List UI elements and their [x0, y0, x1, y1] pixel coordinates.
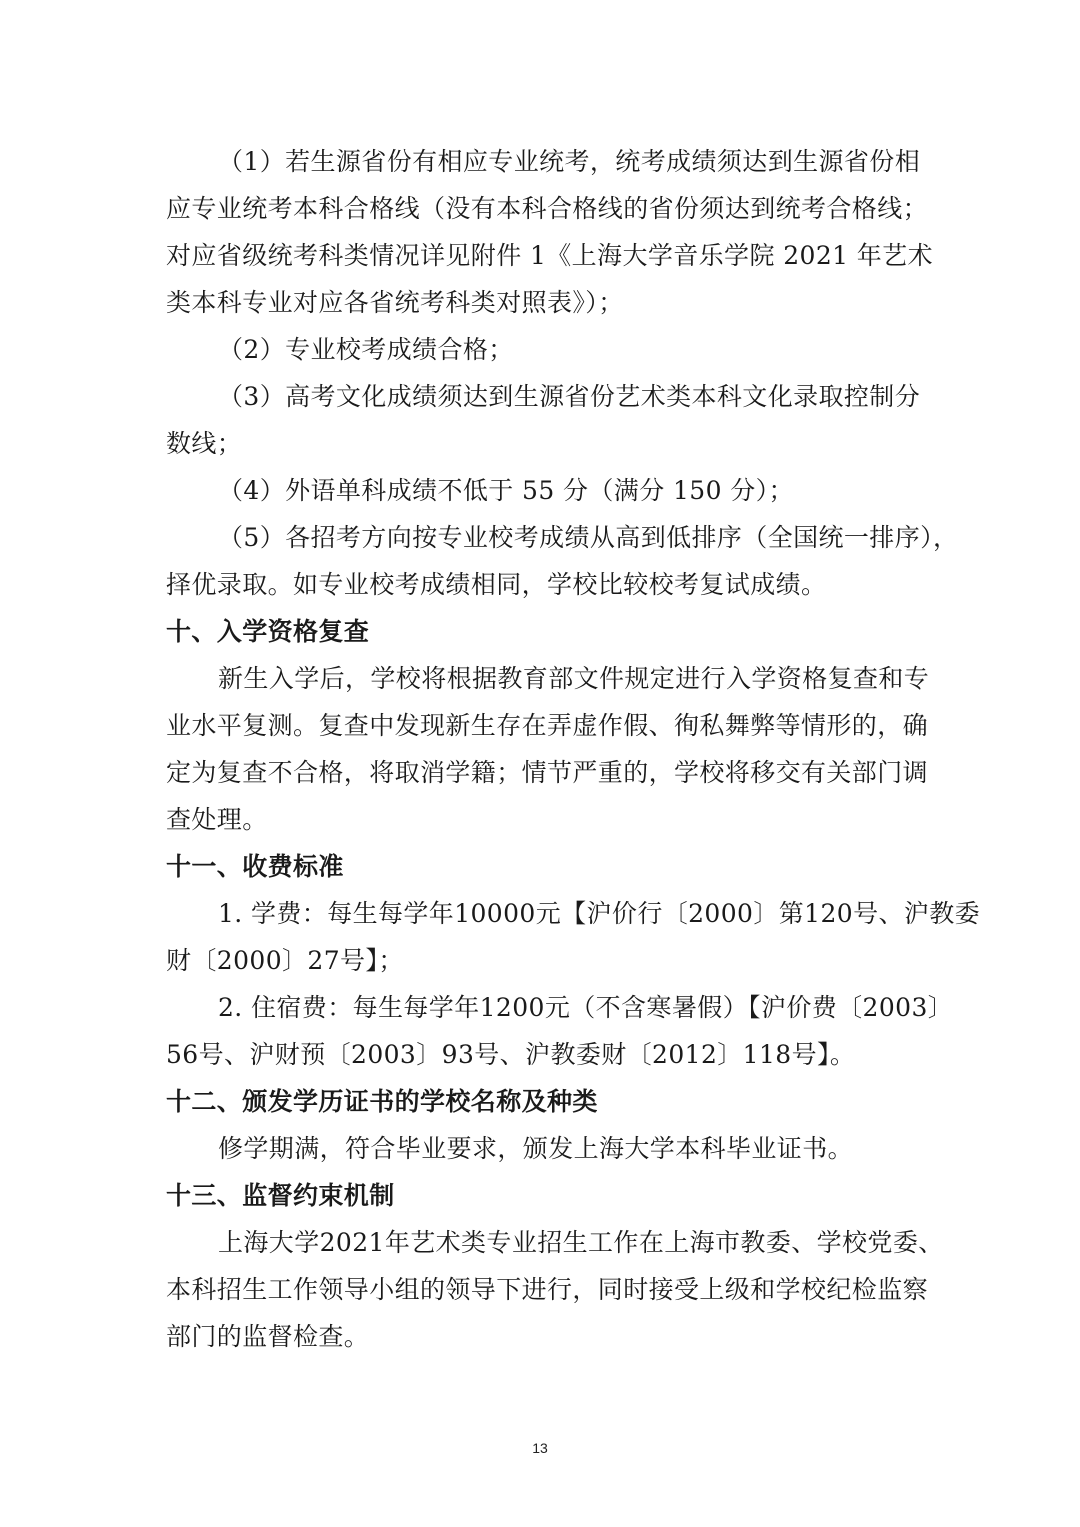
- text-line: （3）高考文化成绩须达到生源省份艺术类本科文化录取控制分: [218, 382, 921, 411]
- text-line: 修学期满，符合毕业要求，颁发上海大学本科毕业证书。: [218, 1134, 854, 1163]
- text-line: （1）若生源省份有相应专业统考，统考成绩须达到生源省份相: [218, 147, 921, 176]
- text-line: 本科招生工作领导小组的领导下进行，同时接受上级和学校纪检监察: [166, 1275, 929, 1304]
- text-line: 56号、沪财预〔2003〕93号、沪教委财〔2012〕118号】。: [166, 1040, 856, 1069]
- text-line: 部门的监督检查。: [166, 1322, 370, 1351]
- section-heading: 十二、颁发学历证书的学校名称及种类: [166, 1087, 598, 1116]
- text-line: （4）外语单科成绩不低于 55 分（满分 150 分）；: [218, 476, 794, 505]
- page-number: 13: [532, 1440, 548, 1456]
- section-heading: 十、入学资格复查: [166, 617, 370, 646]
- section-heading: 十三、监督约束机制: [166, 1181, 395, 1210]
- text-line: 对应省级统考科类情况详见附件 1《上海大学音乐学院 2021 年艺术: [166, 241, 933, 270]
- text-line: 类本科专业对应各省统考科类对照表》）；: [166, 288, 624, 317]
- text-line: （5）各招考方向按专业校考成绩从高到低排序（全国统一排序），: [218, 523, 959, 552]
- text-line: 财〔2000〕27号】；: [166, 946, 404, 975]
- section-heading: 十一、收费标准: [166, 852, 344, 881]
- text-line: 业水平复测。复查中发现新生存在弄虚作假、徇私舞弊等情形的，确: [166, 711, 929, 740]
- text-line: 2. 住宿费：每生每学年1200元（不含寒暑假）【沪价费〔2003〕: [218, 993, 954, 1022]
- text-line: 应专业统考本科合格线（没有本科合格线的省份须达到统考合格线；: [166, 194, 929, 223]
- text-line: 新生入学后，学校将根据教育部文件规定进行入学资格复查和专: [218, 664, 930, 693]
- text-line: 1. 学费：每生每学年10000元【沪价行〔2000〕第120号、沪教委: [218, 899, 981, 928]
- text-line: （2）专业校考成绩合格；: [218, 335, 514, 364]
- text-line: 查处理。: [166, 805, 268, 834]
- text-line: 数线；: [166, 429, 243, 458]
- text-line: 择优录取。如专业校考成绩相同，学校比较校考复试成绩。: [166, 570, 827, 599]
- text-line: 上海大学2021年艺术类专业招生工作在上海市教委、学校党委、: [218, 1228, 944, 1257]
- text-line: 定为复查不合格，将取消学籍；情节严重的，学校将移交有关部门调: [166, 758, 929, 787]
